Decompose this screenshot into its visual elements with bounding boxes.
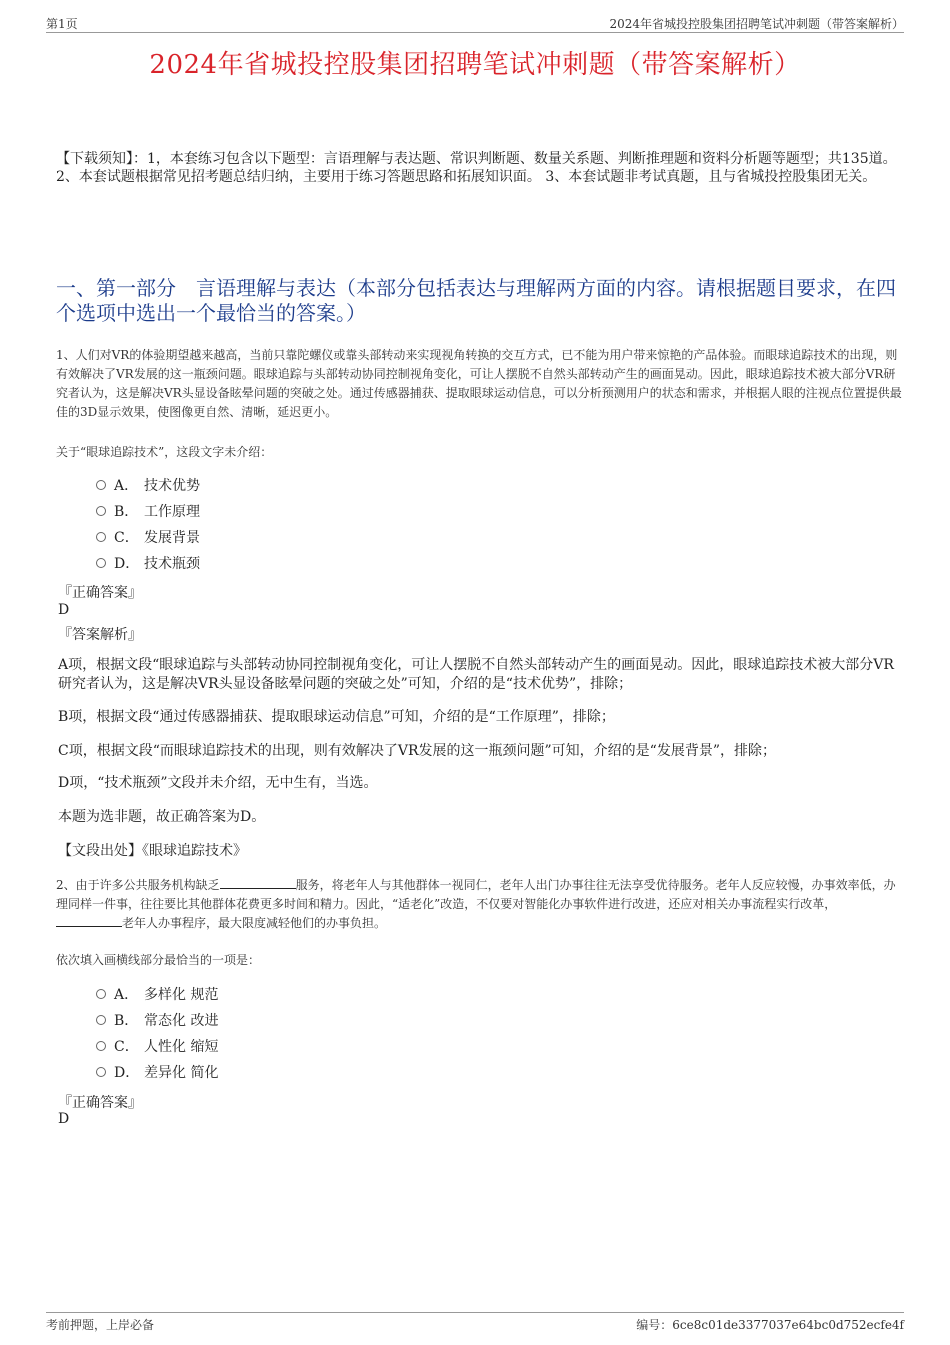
q1-analysis-b: B项，根据文段“通过传感器捕获、提取眼球运动信息”可知，介绍的是“工作原理”，排除； (58, 709, 615, 725)
section-heading: 一、第一部分 言语理解与表达（本部分包括表达与理解两方面的内容。请根据题目要求，在四个选项中选出一个最恰当的答案。） (56, 276, 896, 325)
radio-icon[interactable] (96, 480, 106, 490)
fill-blank-2[interactable] (56, 914, 122, 927)
q1-answer: D (58, 602, 70, 618)
radio-icon[interactable] (96, 558, 106, 568)
radio-icon[interactable] (96, 532, 106, 542)
q1-source: 【文段出处】《眼球追踪技术》 (58, 843, 247, 859)
question-1-prompt: 关于“眼球追踪技术”，这段文字未介绍： (56, 445, 273, 459)
q2-option-d[interactable]: D． 差异化 简化 (96, 1063, 218, 1083)
radio-icon[interactable] (96, 1015, 106, 1025)
radio-icon[interactable] (96, 989, 106, 999)
q1-analysis-c: C项，根据文段“而眼球追踪技术的出现，则有效解决了VR发展的这一瓶颈问题”可知，介绍的是“发展背景”，排除； (58, 743, 776, 759)
radio-icon[interactable] (96, 1067, 106, 1077)
radio-icon[interactable] (96, 506, 106, 516)
footer-code: 编号：6ce8c01de3377037e64bc0d752ecfe4f (636, 1318, 904, 1332)
question-2-stem: 2、由于许多公共服务机构缺乏 服务，将老年人与其他群体一视同仁，老年人出门办事往往无法享受优待服务。老年人反应较慢，办事效率低，办理同样一件事，往往要比其他群体花费更多时间和精力。因此，“适老化”改造，不仅要对智能化办事软件进行改进，还应对相关办事流程实行改革，老年人办事程序，最大限度减轻他们的办事负担。 (56, 878, 896, 930)
question-1-stem: 1、人们对VR的体验期望越来越高，当前只靠陀螺仪或靠头部转动来实现视角转换的交互方式，已不能为用户带来惊艳的产品体验。而眼球追踪技术的出现，则有效解决了VR发展的这一瓶颈问题。眼球追踪与头部转动协同控制视角变化，可让人摆脱不自然头部转动产生的画面晃动。因此，眼球追踪技术被大部分VR研究者认为，这是解决VR头显设备眩晕问题的突破之处。通过传感器捕获、提取眼球运动信息，可以分析预测用户的状态和需求，并根据人眼的注视点位置提供最佳的3D显示效果，使图像更自然、清晰，延迟更小。 (56, 348, 902, 419)
q1-analysis-a: A项，根据文段“眼球追踪与头部转动协同控制视角变化，可让人摆脱不自然头部转动产生的画面晃动。因此，眼球追踪技术被大部分VR研究者认为，这是解决VR头显设备眩晕问题的突破之处”可知，介绍的是“技术优势”，排除； (58, 657, 894, 692)
radio-icon[interactable] (96, 1041, 106, 1051)
q2-answer: D (58, 1111, 70, 1127)
q1-answer-label: 『正确答案』 (58, 585, 142, 601)
q2-option-a[interactable]: A． 多样化 规范 (96, 985, 218, 1005)
q2-option-b[interactable]: B． 常态化 改进 (96, 1011, 218, 1031)
q1-analysis-d: D项，“技术瓶颈”文段并未介绍，无中生有，当选。 (58, 775, 378, 791)
q2-answer-label: 『正确答案』 (58, 1095, 142, 1111)
q1-option-b[interactable]: B． 工作原理 (96, 502, 200, 522)
document-title: 2024年省城投控股集团招聘笔试冲刺题（带答案解析） (149, 50, 801, 80)
header-doc-title: 2024年省城投控股集团招聘笔试冲刺题（带答案解析） (609, 17, 904, 31)
page-footer (46, 1312, 904, 1331)
page-number: 第1页 (46, 17, 78, 31)
download-notice: 【下载须知】：1，本套练习包含以下题型：言语理解与表达题、常识判断题、数量关系题、判断推理题和资料分析题等题型；共135道。 2、本套试题根据常见招考题总结归纳，主要用于练习答题思路和拓展知识面。 3、本套试题非考试真题，且与省城投控股集团无关。 (56, 151, 897, 185)
q1-option-a[interactable]: A． 技术优势 (96, 476, 200, 496)
question-2-prompt: 依次填入画横线部分最恰当的一项是： (56, 953, 261, 967)
q1-analysis-conclusion: 本题为选非题，故正确答案为D。 (58, 809, 266, 825)
fill-blank-1[interactable] (220, 876, 296, 889)
page-header (46, 14, 904, 33)
q1-analysis-label: 『答案解析』 (58, 627, 142, 643)
q2-option-c[interactable]: C． 人性化 缩短 (96, 1037, 218, 1057)
q1-option-c[interactable]: C． 发展背景 (96, 528, 200, 548)
footer-slogan: 考前押题，上岸必备 (46, 1318, 155, 1332)
q1-option-d[interactable]: D． 技术瓶颈 (96, 554, 200, 574)
